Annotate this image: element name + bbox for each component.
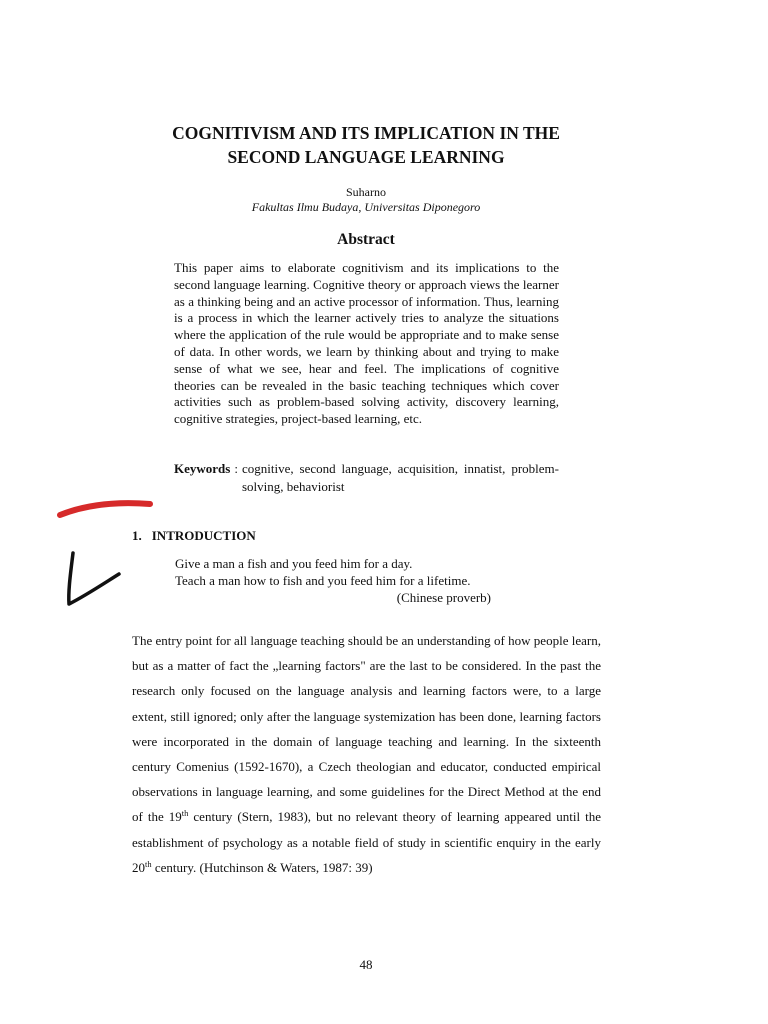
keywords-label: Keywords bbox=[174, 461, 231, 476]
keywords-colon: : bbox=[234, 461, 238, 476]
introduction-paragraph bbox=[132, 628, 601, 880]
title-line-1: COGNITIVISM AND ITS IMPLICATION IN THE bbox=[172, 123, 560, 143]
epigraph-line-1: Give a man a fish and you feed him for a day. bbox=[175, 556, 413, 571]
ordinal-suffix-19th: th bbox=[181, 808, 189, 819]
title-line-2: SECOND LANGUAGE LEARNING bbox=[227, 147, 505, 167]
red-pen-stroke bbox=[60, 503, 150, 515]
author-affiliation: Fakultas Ilmu Budaya, Universitas Diponegoro bbox=[251, 200, 481, 214]
intro-text-part-3: century. (Hutchinson & Waters, 1987: 39) bbox=[151, 859, 373, 875]
abstract-text: This paper aims to elaborate cognitivism and its implications to the second language learning. Cognitive theory or approach views the learner as a thinking being and an active processor of information. Thus, learning is a process in which the learner actively tries to analyze the situations where the application of the rule would be appropriate and to make sense of data. In other words, we learn by thinking about and trying to make sense of what we see, hear and feel. The implications of cognitive theories can be revealed in the basic teaching techniques which cover activities such as problem-based solving activity, discovery learning, cognitive strategies, project-based learning, etc. bbox=[174, 260, 559, 427]
black-pen-stroke bbox=[69, 553, 119, 604]
epigraph bbox=[175, 555, 505, 606]
author-name: Suharno bbox=[346, 185, 386, 199]
section-title: INTRODUCTION bbox=[151, 528, 256, 543]
paper-title bbox=[0, 121, 732, 169]
ordinal-suffix-20th: th bbox=[145, 858, 152, 869]
epigraph-source: (Chinese proverb) bbox=[396, 590, 491, 605]
section-heading-introduction bbox=[132, 528, 256, 544]
abstract-heading: Abstract bbox=[337, 231, 395, 248]
epigraph-line-2: Teach a man how to fish and you feed him for a lifetime. bbox=[175, 573, 471, 588]
intro-text-part-2: century (Stern, 1983), but no relevant theory of learning appeared until the establishment of psychology as a notable field of study in scientific enquiry in the early 20 bbox=[132, 809, 601, 875]
keywords-list: cognitive, second language, acquisition, innatist, problem-solving, behaviorist bbox=[241, 461, 559, 494]
page-number: 48 bbox=[359, 957, 373, 972]
section-number: 1. bbox=[132, 528, 142, 543]
intro-text-part-1: The entry point for all language teaching should be an understanding of how people learn, but as a matter of fact the „learning factors" are the last to be considered. In the past the research only focused on the language analysis and learning factors were, to a large extent, still ignored; only after the language systemization has been done, learning factors were incorporated in the domain of language teaching and learning. In the sixteenth century Comenius (1592-1670), a Czech theologian and educator, conducted empirical observations in language learning, and some guidelines for the Direct Method at the end of the 19 bbox=[132, 633, 601, 825]
keywords-block bbox=[174, 460, 559, 496]
